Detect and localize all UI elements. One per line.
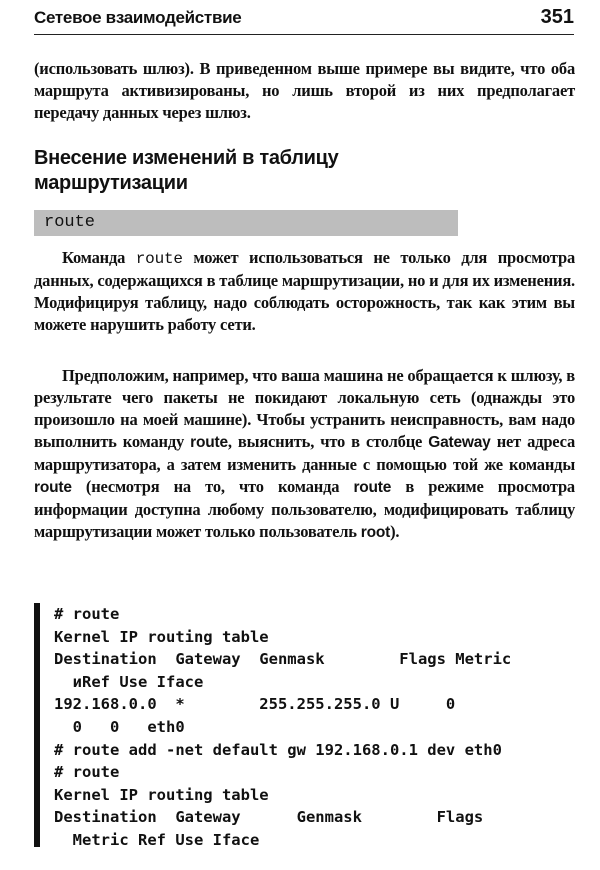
text-segment: может использоваться не только для просмотра данных, содержащихся в таблице маршрутизации, но и для их изменения. Модифицируя таблицу, надо соблюдать осторожность, так как этим вы можете нарушить работу сети. bbox=[34, 248, 575, 334]
code-line: # route bbox=[54, 605, 120, 623]
section-heading bbox=[34, 146, 554, 196]
section-heading-line1: Внесение изменений в таблицу bbox=[34, 147, 339, 169]
command-syntax-bar bbox=[34, 210, 458, 236]
inline-code-route: route bbox=[190, 434, 228, 451]
inline-code-route: route bbox=[135, 250, 183, 268]
page-number: 351 bbox=[540, 6, 574, 28]
command-syntax: route bbox=[44, 213, 96, 232]
code-line: Kernel IP routing table bbox=[54, 627, 269, 646]
section-heading-line2: маршрутизации bbox=[34, 172, 188, 194]
intro-paragraph: (использовать шлюз). В приведенном выше примере вы видите, что оба маршрута активизированы, но лишь второй из них предполагает передачу данных через шлюз. bbox=[34, 59, 575, 122]
text-segment: Предположим, например, что ваша машина не обращается к шлюзу, в результате чего пакеты не покидают локальную сеть (однажды это произошло на моей машине). Чтобы устранить неисправность, вам надо выполнить команду bbox=[34, 366, 575, 451]
text-segment: ). bbox=[390, 522, 400, 541]
inline-code-route: route bbox=[353, 479, 392, 496]
text-segment: Команда bbox=[62, 248, 136, 267]
inline-code-root: root bbox=[360, 524, 391, 541]
code-line: # route bbox=[54, 763, 120, 782]
page-header bbox=[34, 6, 574, 35]
text-segment: в режиме просмотра информации доступна любому пользователю, модифицировать таблицу маршрутизации может только пользователь bbox=[34, 477, 575, 541]
paragraph-route-usage bbox=[34, 247, 575, 336]
text-segment: нет адреса маршрутизатора, а затем изменить данные с помощью той же команды bbox=[34, 432, 576, 474]
text-segment: (несмотря на то, что команда bbox=[71, 477, 354, 496]
code-listing bbox=[34, 603, 580, 847]
code-line: 192.168.0.0 * 255.255.255.0 U 0 bbox=[54, 695, 456, 714]
code-line: # route add -net default gw 192.168.0.1 dev eth0 bbox=[54, 740, 502, 759]
code-line: иRef Use Iface bbox=[54, 672, 204, 691]
code-line: Kernel IP routing table bbox=[54, 785, 269, 804]
paragraph-gateway-example bbox=[34, 365, 575, 544]
running-title: Сетевое взаимодействие bbox=[34, 8, 242, 27]
text-segment: , выяснить, что в столбце bbox=[227, 432, 429, 451]
code-line: Metric Ref Use Iface bbox=[54, 830, 260, 849]
code-line: 0 0 eth0 bbox=[54, 717, 185, 736]
code-lines bbox=[54, 603, 511, 852]
code-line: Destination Gateway Genmask Flags bbox=[54, 808, 484, 827]
inline-code-route: route bbox=[34, 479, 72, 496]
code-line: Destination Gateway Genmask Flags Metric bbox=[54, 650, 512, 669]
inline-code-gateway: Gateway bbox=[428, 434, 491, 451]
